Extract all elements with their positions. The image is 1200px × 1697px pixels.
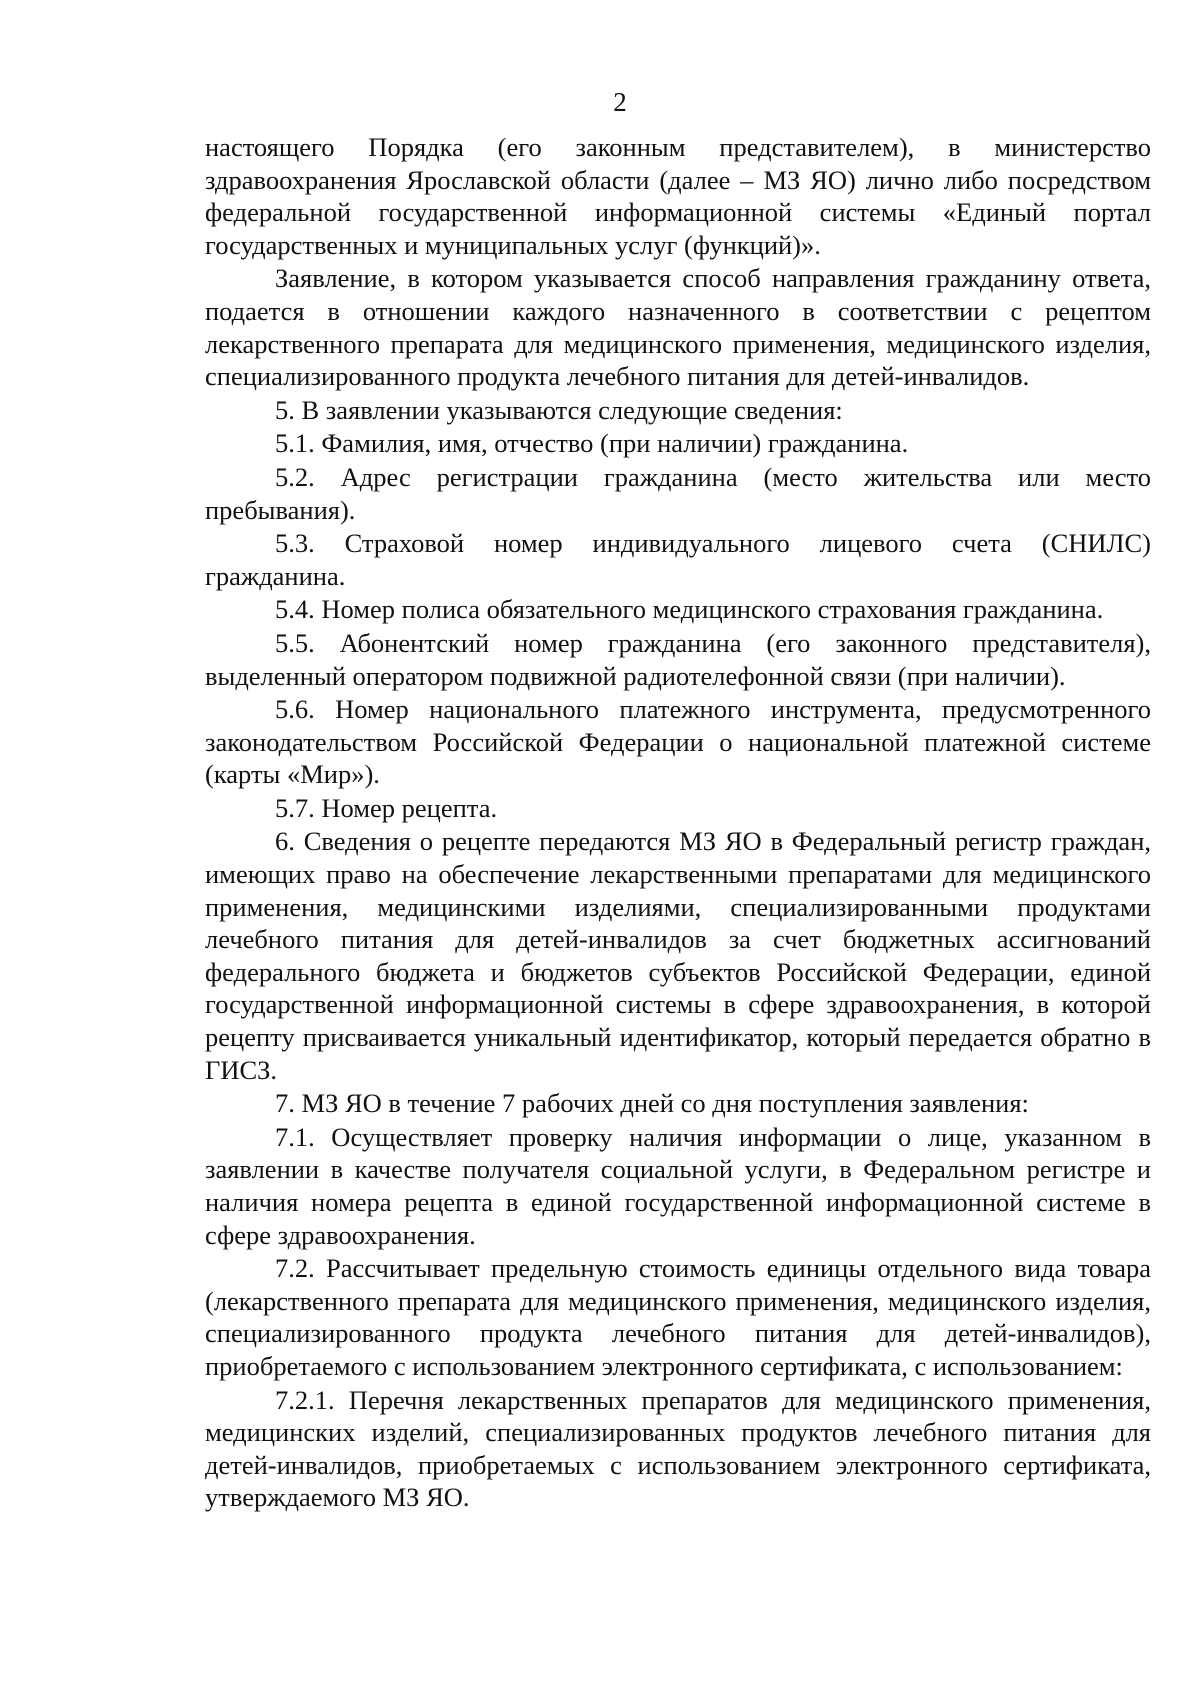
paragraph-4: 5.1. Фамилия, имя, отчество (при наличии) гражданина. <box>275 428 909 459</box>
paragraph-5: 5.2. Адрес регистрации гражданина (место жительства или место пребывания). <box>205 461 1151 525</box>
paragraph-14: 7.2. Рассчитывает предельную стоимость единицы отдельного вида товара (лекарственного препарата для медицинского применения, медицинского изделия, специализированного продукта лечебного питания для детей-инвалидов), приобретаемого с использованием электронного сертификата, с использованием: <box>205 1253 1151 1381</box>
paragraph-1: настоящего Порядка (его законным представителем), в министерство здравоохранения Ярославской области (далее – МЗ ЯО) лично либо посредством федеральной государственной информационной системы «Единый портал государственных и муниципальных услуг (функций)». <box>205 132 1151 260</box>
paragraph-11: 6. Сведения о рецепте передаются МЗ ЯО в Федеральный регистр граждан, имеющих право на обеспечение лекарственными препаратами для медицинского применения, медицинскими изделиями, специализированными продуктами лечебного питания для детей-инвалидов за счет бюджетных ассигнований федерального бюджета и бюджетов субъектов Российской Федерации, единой государственной информационной системы в сфере здравоохранения, в которой рецепту присваивается уникальный идентификатор, который передается обратно в ГИСЗ. <box>205 826 1151 1085</box>
document-body <box>205 131 1151 1514</box>
paragraph-13: 7.1. Осуществляет проверку наличия информации о лице, указанном в заявлении в качестве получателя социальной услуги, в Федеральном регистре и наличия номера рецепта в единой государственной информационной системе в сфере здравоохранения. <box>205 1121 1151 1250</box>
paragraph-9: 5.6. Номер национального платежного инструмента, предусмотренного законодательством Российской Федерации о национальной платежной системе (карты «Мир»). <box>205 694 1151 790</box>
paragraph-7: 5.4. Номер полиса обязательного медицинского страхования гражданина. <box>275 594 1104 625</box>
paragraph-15: 7.2.1. Перечня лекарственных препаратов для медицинского применения, медицинских изделий, специализированных продуктов лечебного питания для детей-инвалидов, приобретаемых с использованием электронного сертификата, утверждаемого МЗ ЯО. <box>205 1384 1151 1513</box>
paragraph-10: 5.7. Номер рецепта. <box>275 792 498 823</box>
paragraph-3: 5. В заявлении указываются следующие сведения: <box>275 394 843 425</box>
page-number: 2 <box>613 87 627 117</box>
paragraph-6: 5.3. Страховой номер индивидуального лицевого счета (СНИЛС) гражданина. <box>205 528 1151 591</box>
paragraph-12: 7. МЗ ЯО в течение 7 рабочих дней со дня поступления заявления: <box>275 1088 1029 1119</box>
paragraph-2: Заявление, в котором указывается способ направления гражданину ответа, подается в отношении каждого назначенного в соответствии с рецептом лекарственного препарата для медицинского применения, медицинского изделия, специализированного продукта лечебного питания для детей-инвалидов. <box>205 263 1151 392</box>
paragraph-8: 5.5. Абонентский номер гражданина (его законного представителя), выделенный оператором подвижной радиотелефонной связи (при наличии). <box>205 627 1151 691</box>
